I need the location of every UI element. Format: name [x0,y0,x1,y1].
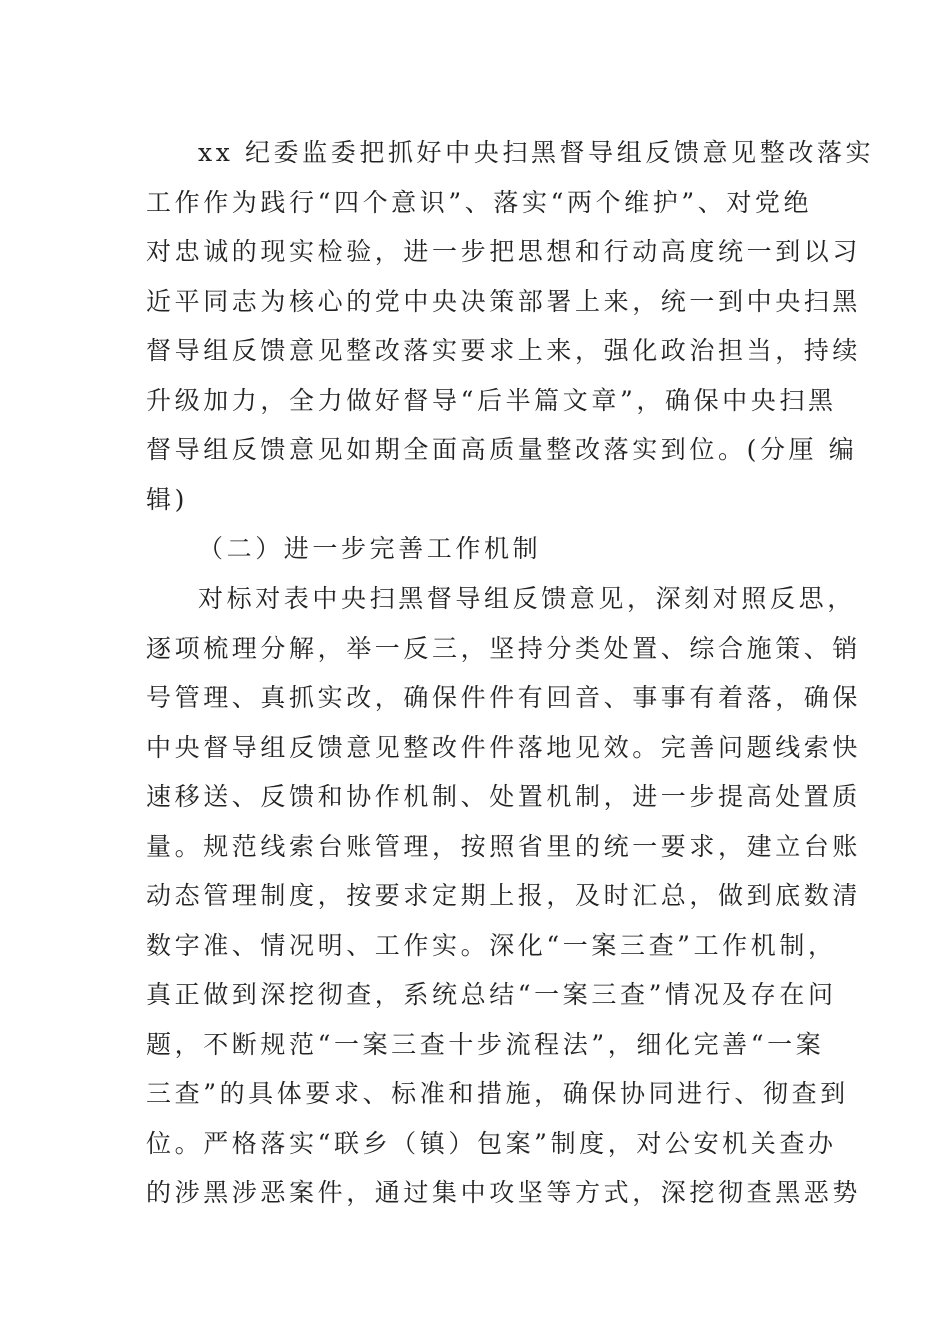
paragraph-line: 逐项梳理分解，举一反三，坚持分类处置、综合施策、销 [146,633,862,663]
paragraph-line: 数字准、情况明、工作实。深化“一案三查”工作机制， [146,930,837,960]
paragraph-line: 督导组反馈意见整改落实要求上来，强化政治担当，持续 [146,336,862,365]
paragraph-line: 三查”的具体要求、标准和措施，确保协同进行、彻查到 [146,1079,849,1108]
paragraph-line: 中央督导组反馈意见整改件件落地见效。完善问题线索快 [146,732,862,762]
paragraph-line: 督导组反馈意见如期全面高质量整改落实到位。(分厘 编 [146,435,858,464]
paragraph-line: 对标对表中央扫黑督导组反馈意见，深刻对照反思， [198,584,856,613]
paragraph-line: 题，不断规范“一案三查十步流程法”，细化完善“一案 [146,1029,825,1059]
paragraph-line: 对忠诚的现实检验，进一步把思想和行动高度统一到以习 [146,237,862,266]
paragraph-line: 升级加力，全力做好督导“后半篇文章”，确保中央扫黑 [146,385,837,415]
paragraph-line: 号管理、真抓实改，确保件件有回音、事事有着落，确保 [146,683,862,712]
paragraph-line: 量。规范线索台账管理，按照省里的统一要求，建立台账 [146,831,862,861]
paragraph-line: 动态管理制度，按要求定期上报，及时汇总，做到底数清 [146,881,862,910]
paragraph-line: 的涉黑涉恶案件，通过集中攻坚等方式，深挖彻查黑恶势 [146,1178,862,1207]
paragraph-line: xx 纪委监委把抓好中央扫黑督导组反馈意见整改落实 [198,138,875,167]
paragraph-line: 速移送、反馈和协作机制、处置机制，进一步提高处置质 [146,782,862,811]
paragraph-2 [146,574,862,1218]
paragraph-line: 位。严格落实“联乡（镇）包案”制度，对公安机关查办 [146,1128,837,1158]
section-heading-text: （二）进一步完善工作机制 [198,534,542,563]
paragraph-line: 近平同志为核心的党中央决策部署上来，统一到中央扫黑 [146,286,862,316]
paragraph-line: 辑) [146,484,188,514]
paragraph-line: 工作作为践行“四个意识”、落实“两个维护”、对党绝 [146,187,813,217]
section-heading [146,524,806,574]
paragraph-1 [146,128,875,524]
paragraph-line: 真正做到深挖彻查，系统总结“一案三查”情况及存在问 [146,980,837,1009]
